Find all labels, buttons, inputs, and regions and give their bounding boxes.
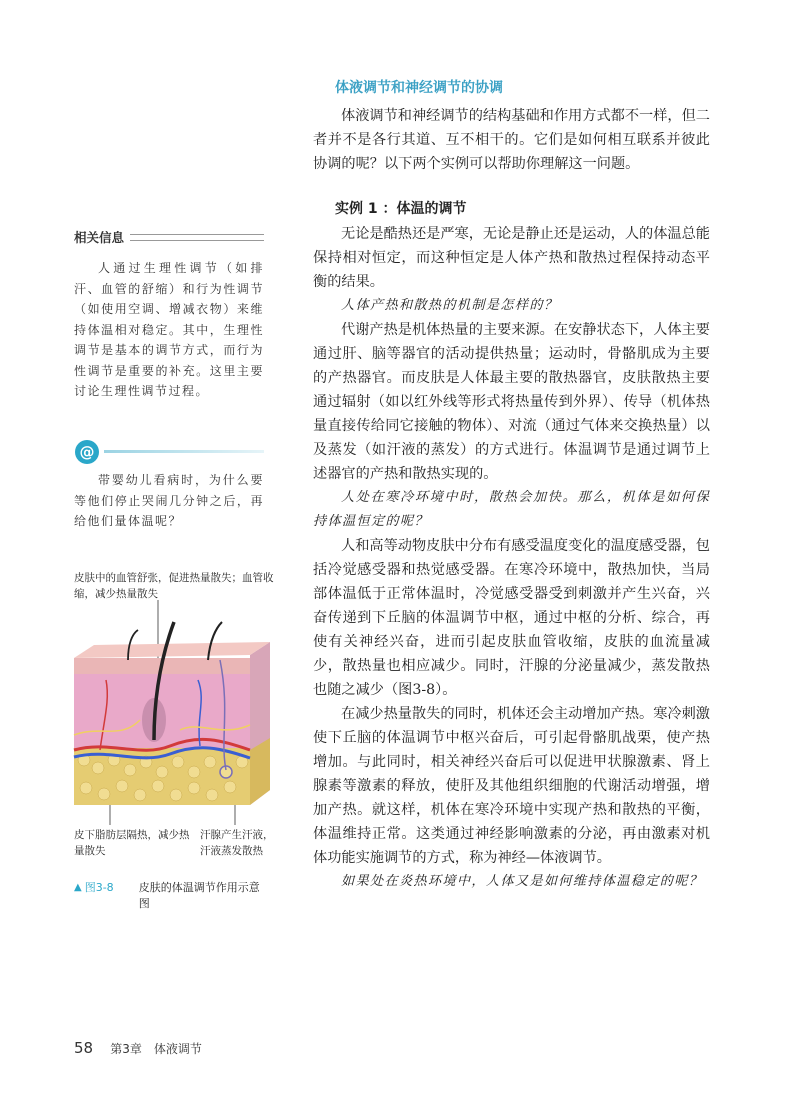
figure-label-blood-vessels: 皮肤中的血管舒张，促进热量散失；血管收缩，减少热量散失 — [74, 572, 274, 600]
heading-rule — [130, 234, 264, 241]
figure-label-fat-layer: 皮下脂肪层隔热，减少热量散失 — [74, 829, 190, 857]
page-number: 58 — [74, 1039, 94, 1057]
discussion-icon: @ — [75, 440, 99, 464]
related-info-heading-text: 相关信息 — [74, 230, 125, 245]
main-text-column — [313, 78, 710, 894]
figure-label-sweat-gland: 汗腺产生汗液，汗液蒸发散热 — [200, 829, 274, 857]
page-footer — [74, 1038, 202, 1057]
figure-caption-text: 皮肤的体温调节作用示意图 — [138, 881, 260, 910]
discussion-rule — [104, 450, 264, 453]
paragraph-4: 在减少热量散失的同时，机体还会主动增加产热。寒冷刺激使下丘脑的体温调节中枢兴奋后，可引起骨骼肌战栗，使产热增加。与此同时，相关神经兴奋后可以促进甲状腺激素、肾上腺素等激素的释放，使肝及其他组织细胞的代谢活动增强，增加产热。就这样，机体在寒冷环境中实现产热和散热的平衡，体温维持正常。这类通过神经影响激素的分泌，再由激素对机体功能实施调节的方式，称为神经—体液调节。 — [313, 706, 710, 866]
caption-triangle-icon: ▲ — [74, 882, 82, 893]
discussion-question: 带婴幼儿看病时，为什么要等他们停止哭闹几分钟之后，再给他们量体温呢？ — [74, 473, 264, 528]
question-3: 如果处在炎热环境中，人体又是如何维持体温稳定的呢？ — [341, 874, 704, 889]
paragraph-2: 代谢产热是机体热量的主要来源。在安静状态下，人体主要通过肝、脑等器官的活动提供热量；运动时，骨骼肌成为主要的产热器官。而皮肤是人体最主要的散热器官，皮肤散热主要通过辐射（如以红外线等形式将热量传到外界）、传导（机体热量直接传给同它接触的物体）、对流（通过气体来交换热量）以及蒸发（如汗液的蒸发）的方式进行。体温调节是通过调节上述器官的产热和散热实现的。 — [313, 322, 710, 482]
figure-caption — [74, 880, 274, 912]
footer-chapter: 第3章 体液调节 — [110, 1042, 202, 1056]
figure-number: 图3-8 — [84, 881, 114, 894]
example-title: 实例 1 ：体温的调节 — [335, 201, 467, 217]
paragraph-3: 人和高等动物皮肤中分布有感受温度变化的温度感受器，包括冷觉感受器和热觉感受器。在寒冷环境中，散热加快，当局部体温低于正常体温时，冷觉感受器受到刺激并产生兴奋，兴奋传递到下丘脑的体温调节中枢，通过中枢的分析、综合，再使有关神经兴奋，进而引起皮肤血管收缩，皮肤的血流量减少，散热量也相应减少。同时，汗腺的分泌量减少，蒸发散热也随之减少（图3-8）。 — [313, 538, 710, 698]
question-1: 人体产热和散热的机制是怎样的？ — [341, 298, 559, 313]
skin-diagram-illustration — [70, 600, 280, 825]
section-title: 体液调节和神经调节的协调 — [335, 80, 503, 96]
question-2: 人处在寒冷环境中时，散热会加快。那么，机体是如何保持体温恒定的呢？ — [313, 490, 710, 529]
paragraph-1: 无论是酷热还是严寒，无论是静止还是运动，人的体温总能保持相对恒定，而这种恒定是人体产热和散热过程保持动态平衡的结果。 — [313, 226, 710, 290]
intro-paragraph: 体液调节和神经调节的结构基础和作用方式都不一样，但二者并不是各行其道、互不相干的。它们是如何相互联系并彼此协调的呢？以下两个实例可以帮助你理解这一问题。 — [313, 108, 710, 172]
related-info-text: 人通过生理性调节（如排汗、血管的舒缩）和行为性调节（如使用空调、增减衣物）来维持体温相对稳定。其中，生理性调节是基本的调节方式，而行为性调节是重要的补充。这里主要讨论生理性调节过程。 — [74, 261, 264, 398]
related-info-heading — [74, 228, 264, 246]
